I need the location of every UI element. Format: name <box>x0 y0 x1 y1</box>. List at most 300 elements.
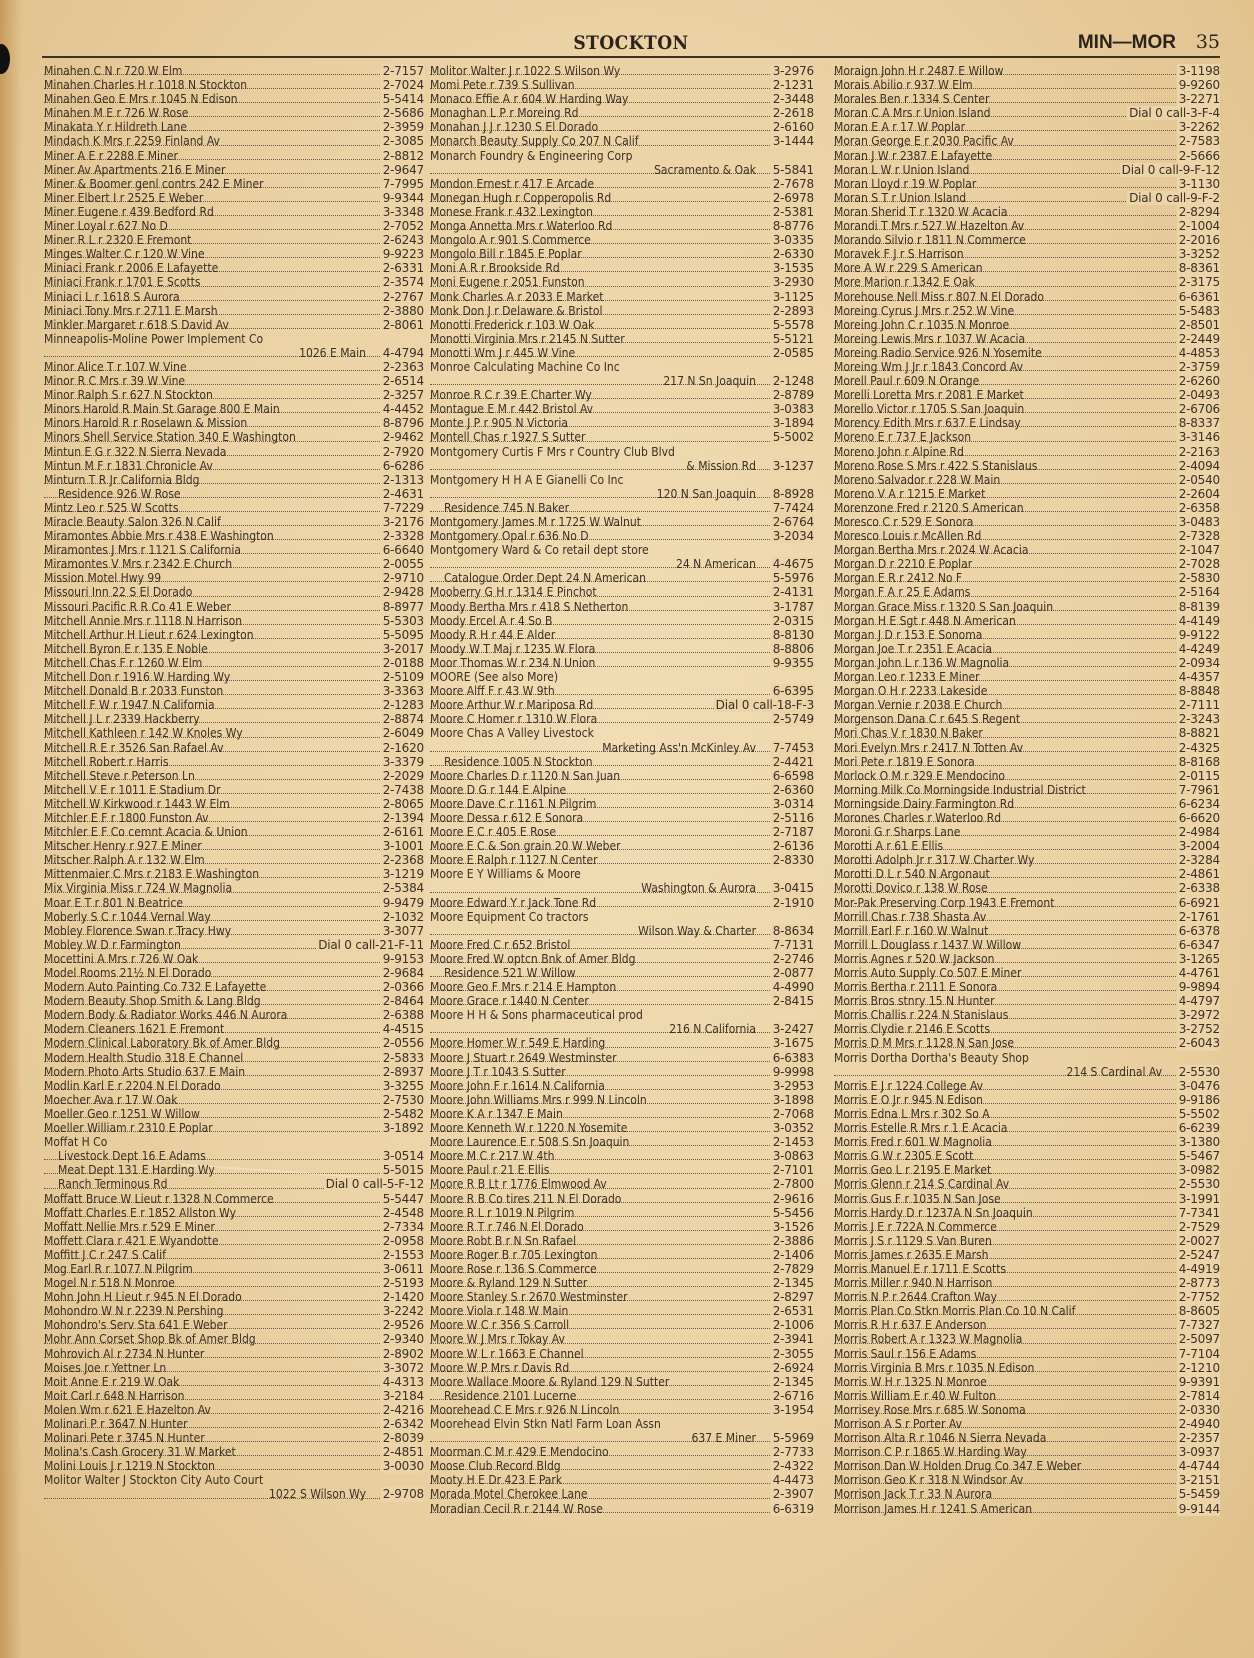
listing-name: Moreing Lewis Mrs r 1037 W Acacia <box>834 331 1026 346</box>
listing-entry <box>430 275 814 289</box>
listing-name: Morgan J D r 153 E Sonoma <box>834 627 983 642</box>
phone-number: 2-6049 <box>382 726 424 741</box>
listing-name: Morenzone Fred r 2120 S American <box>834 500 1024 515</box>
phone-number: 5-5841 <box>772 162 814 177</box>
phone-number: 2-4984 <box>1178 825 1220 840</box>
listing-name: Moravek F J r S Harrison <box>834 247 964 262</box>
listing-entry <box>834 388 1220 402</box>
listing-entry <box>834 1234 1220 1248</box>
listing-entry <box>44 1417 424 1431</box>
listing-entry <box>430 219 814 233</box>
listing-name: Morningside Dairy Farmington Rd <box>834 796 1015 811</box>
phone-number: 4-4797 <box>1178 994 1220 1009</box>
listing-entry <box>834 1248 1220 1262</box>
phone-number: 3-2930 <box>772 275 814 290</box>
phone-number: 2-7583 <box>1178 134 1220 149</box>
listing-name: Morotti Dovico r 138 W Rose <box>834 881 988 896</box>
listing-entry <box>430 1051 814 1065</box>
phone-number: 9-9998 <box>772 1064 814 1079</box>
listing-name: Morrison Alta R r 1046 N Sierra Nevada <box>834 1431 1047 1446</box>
listing-name: Moore Dessa r 612 E Sonora <box>430 810 584 825</box>
phone-number: 3-1898 <box>772 1092 814 1107</box>
phone-number: 2-6924 <box>772 1360 814 1375</box>
listing-name: Moreno E r 737 E Jackson <box>834 430 972 445</box>
listing-name: Montgomery Opal r 636 No D <box>430 529 589 544</box>
phone-number: 2-0540 <box>1178 472 1220 487</box>
listing-entry <box>834 585 1220 599</box>
phone-number: 2-1283 <box>382 698 424 713</box>
listing-entry <box>834 360 1220 374</box>
phone-number: 3-0863 <box>772 1149 814 1164</box>
phone-number: 3-1237 <box>772 458 814 473</box>
listing-name: Miniaci L r 1618 S Aurora <box>44 289 180 304</box>
listing-entry <box>834 1304 1220 1318</box>
phone-number: 2-6716 <box>772 1388 814 1403</box>
listing-name: Morgan Vernie r 2038 E Church <box>834 698 1003 713</box>
phone-number: 6-6239 <box>1178 1121 1220 1136</box>
listing-name: Mittenmaier C Mrs r 2183 E Washington <box>44 867 260 882</box>
listing-entry <box>834 501 1220 515</box>
listing-name: Modern Cleaners 1621 E Fremont <box>44 1022 225 1037</box>
listing-name: Mobley W D r Farmington <box>44 937 181 952</box>
listing-entry <box>44 1262 424 1276</box>
phone-number: 2-5109 <box>382 670 424 685</box>
phone-number: 4-4473 <box>772 1473 814 1488</box>
listing-entry <box>834 896 1220 910</box>
phone-number: 2-1453 <box>772 1135 814 1150</box>
listing-name: Mitchler E F Co cemnt Acacia & Union <box>44 825 248 840</box>
listing-name: Morando Silvio r 1811 N Commerce <box>834 233 1026 248</box>
listing-name: Moore C Homer r 1310 W Flora <box>430 712 598 727</box>
listing-entry <box>834 825 1220 839</box>
listing-name: Minor Alice T r 107 W Vine <box>44 359 187 374</box>
listing-entry <box>834 952 1220 966</box>
listing-name: Morris Agnes r 520 W Jackson <box>834 951 995 966</box>
listing-name: Miracle Beauty Salon 326 N Calif <box>44 515 221 529</box>
phone-number: 2-1231 <box>772 78 814 93</box>
phone-number: 7-7961 <box>1178 782 1220 797</box>
phone-number: 2-4940 <box>1178 1417 1220 1431</box>
listing-entry <box>44 219 424 233</box>
listing-entry <box>430 994 814 1008</box>
phone-number: 2-7101 <box>772 1163 814 1178</box>
listing-entry <box>44 64 424 78</box>
listing-entry <box>430 1121 814 1135</box>
phone-number: 9-9344 <box>382 190 424 205</box>
phone-number: 2-3175 <box>1178 275 1220 290</box>
listing-name: Morris G W r 2305 E Scott <box>834 1149 974 1164</box>
phone-number: 3-2953 <box>772 1078 814 1093</box>
listing-entry <box>834 670 1220 684</box>
listing-name: Moeller William r 2310 E Poplar <box>44 1121 213 1136</box>
phone-number: 2-7529 <box>1178 1219 1220 1234</box>
listing-name: Morris E O Jr r 945 N Edison <box>834 1092 983 1107</box>
listing-name: Moorehead C E Mrs r 926 N Lincoln <box>430 1402 620 1417</box>
listing-name: Moore Paul r 21 E Ellis <box>430 1163 550 1178</box>
listing-entry <box>834 1375 1220 1389</box>
phone-number: 2-3243 <box>1178 712 1220 727</box>
phone-number: 3-0514 <box>382 1149 424 1164</box>
listing-name: Morris William E r 40 W Fulton <box>834 1388 997 1403</box>
listing-name: Mitchell R E r 3526 San Rafael Av <box>44 740 224 755</box>
listing-name: Monegan Hugh r Copperopolis Rd <box>430 190 612 205</box>
listing-heading: Moore Chas A Valley Livestock <box>430 726 594 741</box>
listing-name: Moody Bertha Mrs r 418 S Netherton <box>430 599 629 614</box>
phone-number: 9-9479 <box>382 895 424 910</box>
phone-number: 2-5384 <box>382 881 424 896</box>
phone-number: 2-2029 <box>382 768 424 783</box>
phone-number: 3-1265 <box>1178 951 1220 966</box>
listing-entry <box>834 994 1220 1008</box>
listing-entry <box>834 1262 1220 1276</box>
listing-name: Mitscher Ralph A r 132 W Elm <box>44 853 205 868</box>
listing-entry <box>430 839 814 853</box>
listing-name: Molini Louis J r 1219 N Stockton <box>44 1459 215 1474</box>
listing-entry <box>834 628 1220 642</box>
listing-heading: Moore E Y Williams & Moore <box>430 867 581 882</box>
listing-entry <box>430 1375 814 1389</box>
phone-number: 2-8464 <box>382 994 424 1009</box>
listing-name: Morris Manuel E r 1711 E Scotts <box>834 1261 1007 1276</box>
phone-number: 2-3328 <box>382 529 424 544</box>
phone-number: 2-8294 <box>1178 204 1220 219</box>
listing-entry <box>430 134 814 148</box>
phone-number: 3-1787 <box>772 599 814 614</box>
listing-name: Modern Health Studio 318 E Channel <box>44 1050 244 1065</box>
listing-name: Modern Body & Radiator Works 446 N Aurora <box>44 1008 288 1023</box>
listing-entry <box>834 557 1220 571</box>
listing-entry <box>44 501 424 515</box>
listing-name: Mohondro's Serv Sta 641 E Weber <box>44 1318 228 1333</box>
listing-entry <box>44 557 424 571</box>
listing-name: Montell Chas r 1927 S Sutter <box>430 430 586 445</box>
listing-entry <box>834 120 1220 134</box>
listing-name: Mindach K Mrs r 2259 Finland Av <box>44 134 220 149</box>
listing-name: Molitor Walter J r 1022 S Wilson Wy <box>430 64 621 78</box>
listing-name: Residence 521 W Willow <box>444 966 576 980</box>
listing-entry <box>834 811 1220 825</box>
phone-number: 2-5749 <box>772 712 814 727</box>
phone-number: 2-8039 <box>382 1431 424 1446</box>
phone-number: 2-9710 <box>382 571 424 586</box>
phone-number: 2-1406 <box>772 1247 814 1262</box>
listing-entry <box>44 741 424 755</box>
listing-entry <box>430 585 814 599</box>
phone-number: 3-2151 <box>1178 1473 1220 1488</box>
listing-name: Morris Saul r 156 E Adams <box>834 1346 977 1361</box>
listing-name: Modlin Karl E r 2204 N El Dorado <box>44 1078 221 1093</box>
phone-number: 3-2242 <box>382 1304 424 1319</box>
listing-entry <box>834 1417 1220 1431</box>
listing-entry <box>44 92 424 106</box>
listing-name: Morgan John L r 136 W Magnolia <box>834 655 1010 670</box>
phone-number: 2-8874 <box>382 712 424 727</box>
listing-continuation <box>430 163 814 177</box>
listing-name: Moore R T r 746 N El Dorado <box>430 1219 584 1234</box>
phone-number: 2-3448 <box>772 92 814 107</box>
phone-number: 6-6620 <box>1178 810 1220 825</box>
listing-entry <box>430 938 814 952</box>
listing-name: Moar E T r 801 N Beatrice <box>44 895 183 910</box>
phone-number: 8-8776 <box>772 219 814 234</box>
listing-name: Moore W P Mrs r Davis Rd <box>430 1360 570 1375</box>
listing-entry <box>430 1220 814 1234</box>
listing-sub-entry <box>44 1177 424 1191</box>
phone-number: 5-5095 <box>382 627 424 642</box>
phone-number: 2-3907 <box>772 1487 814 1502</box>
listing-name: Minors Harold R Main St Garage 800 E Main <box>44 402 280 417</box>
listing-continuation <box>430 1022 814 1036</box>
listing-entry <box>430 515 814 529</box>
listing-name: Morrill Earl F r 160 W Walnut <box>834 923 989 938</box>
listing-entry <box>430 1192 814 1206</box>
listing-entry <box>834 1445 1220 1459</box>
listing-name: Morones Charles r Waterloo Rd <box>834 810 1002 825</box>
listing-entry <box>834 205 1220 219</box>
listing-name: Residence 745 N Baker <box>444 500 570 515</box>
phone-number: 5-5015 <box>382 1163 424 1178</box>
listing-name: Montague E M r 442 Bristol Av <box>430 402 594 417</box>
listing-name: Moises Joe r Yettner Ln <box>44 1360 167 1375</box>
phone-number: 2-6514 <box>382 374 424 389</box>
listing-name: Moore John Williams Mrs r 999 N Lincoln <box>430 1092 647 1107</box>
phone-number: 2-0330 <box>1178 1402 1220 1417</box>
listing-name: Moore W J Mrs r Tokay Av <box>430 1332 565 1347</box>
listing-entry <box>44 656 424 670</box>
phone-number: 2-5530 <box>1178 1064 1220 1079</box>
listing-entry <box>834 938 1220 952</box>
listing-entry <box>430 205 814 219</box>
listing-name: Morandi T Mrs r 527 W Hazelton Av <box>834 219 1025 234</box>
phone-number: 2-1004 <box>1178 219 1220 234</box>
listing-entry <box>834 1389 1220 1403</box>
listing-entry <box>834 92 1220 106</box>
phone-number: 5-5414 <box>382 92 424 107</box>
listing-heading: Moorehead Elvin Stkn Natl Farm Loan Assn <box>430 1417 661 1431</box>
phone-number: 2-7733 <box>772 1445 814 1460</box>
listing-name: Moni A R r Brookside Rd <box>430 261 560 276</box>
phone-number: 7-7327 <box>1178 1318 1220 1333</box>
phone-number: 2-0188 <box>382 655 424 670</box>
phone-number: 3-3348 <box>382 204 424 219</box>
listing-name: Morris Virginia B Mrs r 1035 N Edison <box>834 1360 1035 1375</box>
listing-name: Mitchell J L r 2339 Hackberry <box>44 712 200 727</box>
listing-entry <box>44 994 424 1008</box>
phone-number: 2-1620 <box>382 740 424 755</box>
phone-number: 4-4249 <box>1178 641 1220 656</box>
listing-entry <box>430 952 814 966</box>
listing-entry <box>834 712 1220 726</box>
listing-entry <box>834 881 1220 895</box>
listing-entry <box>430 92 814 106</box>
listing-entry <box>44 1248 424 1262</box>
listing-continuation <box>430 1431 814 1445</box>
listing-entry <box>834 741 1220 755</box>
phone-number: 4-4452 <box>382 402 424 417</box>
listing-entry <box>44 585 424 599</box>
listing-entry <box>44 1431 424 1445</box>
listing-name: Moreing Wm J Jr r 1843 Concord Av <box>834 359 1023 374</box>
phone-number: 3-2262 <box>1178 120 1220 135</box>
phone-number: 3-3379 <box>382 754 424 769</box>
listing-entry <box>44 1361 424 1375</box>
listing-entry <box>44 1022 424 1036</box>
listing-name: Moore D G r 144 E Alpine <box>430 782 567 797</box>
listing-name: Miniaci Tony Mrs r 2711 E Marsh <box>44 303 218 318</box>
listing-name: Morrisey Rose Mrs r 685 W Sonoma <box>834 1402 1026 1417</box>
listing-sub-entry <box>44 487 424 501</box>
listing-sub-entry <box>430 755 814 769</box>
listing-entry <box>44 881 424 895</box>
listing-name: Moore Kenneth W r 1220 N Yosemite <box>430 1121 628 1136</box>
listing-entry <box>44 628 424 642</box>
listing-entry <box>834 571 1220 585</box>
listing-entry <box>430 1206 814 1220</box>
phone-number: 2-5097 <box>1178 1332 1220 1347</box>
listing-entry <box>834 416 1220 430</box>
listing-sub-entry <box>44 1149 424 1163</box>
listing-entry <box>834 233 1220 247</box>
phone-number: 4-4919 <box>1178 1261 1220 1276</box>
phone-number: 5-5303 <box>382 613 424 628</box>
phone-number: 2-1761 <box>1178 909 1220 924</box>
phone-number: 6-6598 <box>772 768 814 783</box>
phone-number: 3-0383 <box>772 402 814 417</box>
listing-entry <box>44 430 424 444</box>
phone-number: 2-8415 <box>772 994 814 1009</box>
phone-number: 5-5447 <box>382 1191 424 1206</box>
listing-name: Moradian Cecil R r 2144 W Rose <box>430 1501 603 1516</box>
listing-entry <box>44 247 424 261</box>
listing-entry <box>430 1163 814 1177</box>
phone-number: 7-7453 <box>772 740 814 755</box>
listing-entry <box>834 191 1220 205</box>
listing-name: Moore Rose r 136 S Commerce <box>430 1261 597 1276</box>
listing-name: Mohn John H Lieut r 945 N El Dorado <box>44 1290 242 1305</box>
listing-entry <box>430 642 814 656</box>
listing-entry <box>44 473 424 487</box>
listing-entry <box>44 726 424 740</box>
phone-number: 2-8065 <box>382 796 424 811</box>
listing-entry <box>44 839 424 853</box>
listing-name: Momi Pete r 739 S Sullivan <box>430 78 575 93</box>
listing-name: Moore W L r 1663 E Channel <box>430 1346 584 1361</box>
listing-name: Morgan Grace Miss r 1320 S San Joaquin <box>834 599 1054 614</box>
listing-entry <box>834 543 1220 557</box>
phone-number: 3-0415 <box>772 881 814 896</box>
listing-entry <box>834 261 1220 275</box>
listing-name: Moreing John C r 1035 N Monroe <box>834 317 1010 332</box>
listing-entry <box>44 797 424 811</box>
listing-name: Morning Milk Co Morningside Industrial District <box>834 782 1086 797</box>
phone-number: 5-5483 <box>1178 303 1220 318</box>
listing-entry <box>834 1022 1220 1036</box>
phone-number: 3-1198 <box>1178 64 1220 78</box>
listing-entry <box>834 430 1220 444</box>
listing-entry <box>44 642 424 656</box>
listing-entry <box>44 191 424 205</box>
listing-entry <box>44 120 424 134</box>
listing-entry <box>834 163 1220 177</box>
listing-entry <box>834 529 1220 543</box>
listing-name: Morris Bertha r 2111 E Sonora <box>834 980 998 995</box>
listing-name: Moore R L r 1019 N Pilgrim <box>430 1205 575 1220</box>
listing-name: Morlock O M r 329 E Mendocino <box>834 768 1006 783</box>
listing-name: Minahen Charles H r 1018 N Stockton <box>44 78 248 93</box>
listing-name: Miner Av Apartments 216 E Miner <box>44 162 226 177</box>
phone-number: 2-7814 <box>1178 1388 1220 1403</box>
listing-entry <box>834 318 1220 332</box>
listing-entry <box>44 1375 424 1389</box>
listing-entry <box>834 1431 1220 1445</box>
listing-entry <box>834 853 1220 867</box>
listing-entry <box>834 656 1220 670</box>
listing-name: Monotti Frederick r 103 W Oak <box>430 317 595 332</box>
listing-name: Morrill Chas r 738 Shasta Av <box>834 909 987 924</box>
listing-name: Moore & Ryland 129 N Sutter <box>430 1276 588 1291</box>
phone-number: 9-9122 <box>1178 627 1220 642</box>
phone-number: 8-8634 <box>772 923 814 938</box>
listing-entry <box>44 1318 424 1332</box>
listing-entry <box>834 332 1220 346</box>
listing-entry <box>834 867 1220 881</box>
listing-entry <box>44 134 424 148</box>
listing-name: Morris Estelle R Mrs r 1 E Acacia <box>834 1121 1008 1136</box>
listing-name: Morotti D L r 540 N Argonaut <box>834 867 990 882</box>
listing-name: 24 N American <box>675 557 756 572</box>
phone-number: 6-6395 <box>772 684 814 699</box>
phone-number: 2-5247 <box>1178 1247 1220 1262</box>
listing-name: Moreno V A r 1215 E Market <box>834 486 986 501</box>
listing-entry <box>44 1192 424 1206</box>
listing-name: Mooty H E Dr 423 E Park <box>430 1473 563 1488</box>
listing-entry <box>430 1304 814 1318</box>
listing-entry <box>834 1361 1220 1375</box>
listing-entry <box>44 1220 424 1234</box>
listing-entry <box>834 1332 1220 1346</box>
directory-column-3 <box>834 64 1220 1516</box>
listing-name: Moran E A r 17 W Poplar <box>834 120 966 135</box>
listing-continuation <box>430 557 814 571</box>
phone-number: 2-6531 <box>772 1304 814 1319</box>
phone-number: 3-2752 <box>1178 1022 1220 1037</box>
phone-number: 2-2016 <box>1178 233 1220 248</box>
phone-number: 3-3146 <box>1178 430 1220 445</box>
listing-name: Mongolo A r 901 S Commerce <box>430 233 591 248</box>
listing-entry <box>44 402 424 416</box>
phone-number: 3-2427 <box>772 1022 814 1037</box>
phone-number: Dial 0 call-21-F-11 <box>318 937 424 952</box>
phone-number: 3-1535 <box>772 261 814 276</box>
listing-heading: Moore Equipment Co tractors <box>430 909 589 924</box>
listing-entry <box>834 177 1220 191</box>
listing-entry <box>44 952 424 966</box>
listing-entry <box>834 1318 1220 1332</box>
listing-name: Morris Edna L Mrs r 302 So A <box>834 1106 990 1121</box>
listing-name: Model Rooms 21½ N El Dorado <box>44 966 212 980</box>
listing-entry <box>44 275 424 289</box>
listing-entry <box>834 402 1220 416</box>
listing-heading: Montgomery Ward & Co retail dept store <box>430 543 649 558</box>
listing-heading: Monarch Foundry & Engineering Corp <box>430 148 633 163</box>
listing-name: Modern Auto Painting Co 732 E Lafayette <box>44 980 267 995</box>
listing-name: Moore R B Lt r 1776 Elmwood Av <box>430 1177 607 1192</box>
phone-number: 2-8330 <box>772 853 814 868</box>
phone-number: 2-3959 <box>382 120 424 135</box>
listing-name: Mitchell Robert r Harris <box>44 754 169 769</box>
listing-name: Residence 1005 N Stockton <box>444 754 593 769</box>
listing-entry <box>44 177 424 191</box>
